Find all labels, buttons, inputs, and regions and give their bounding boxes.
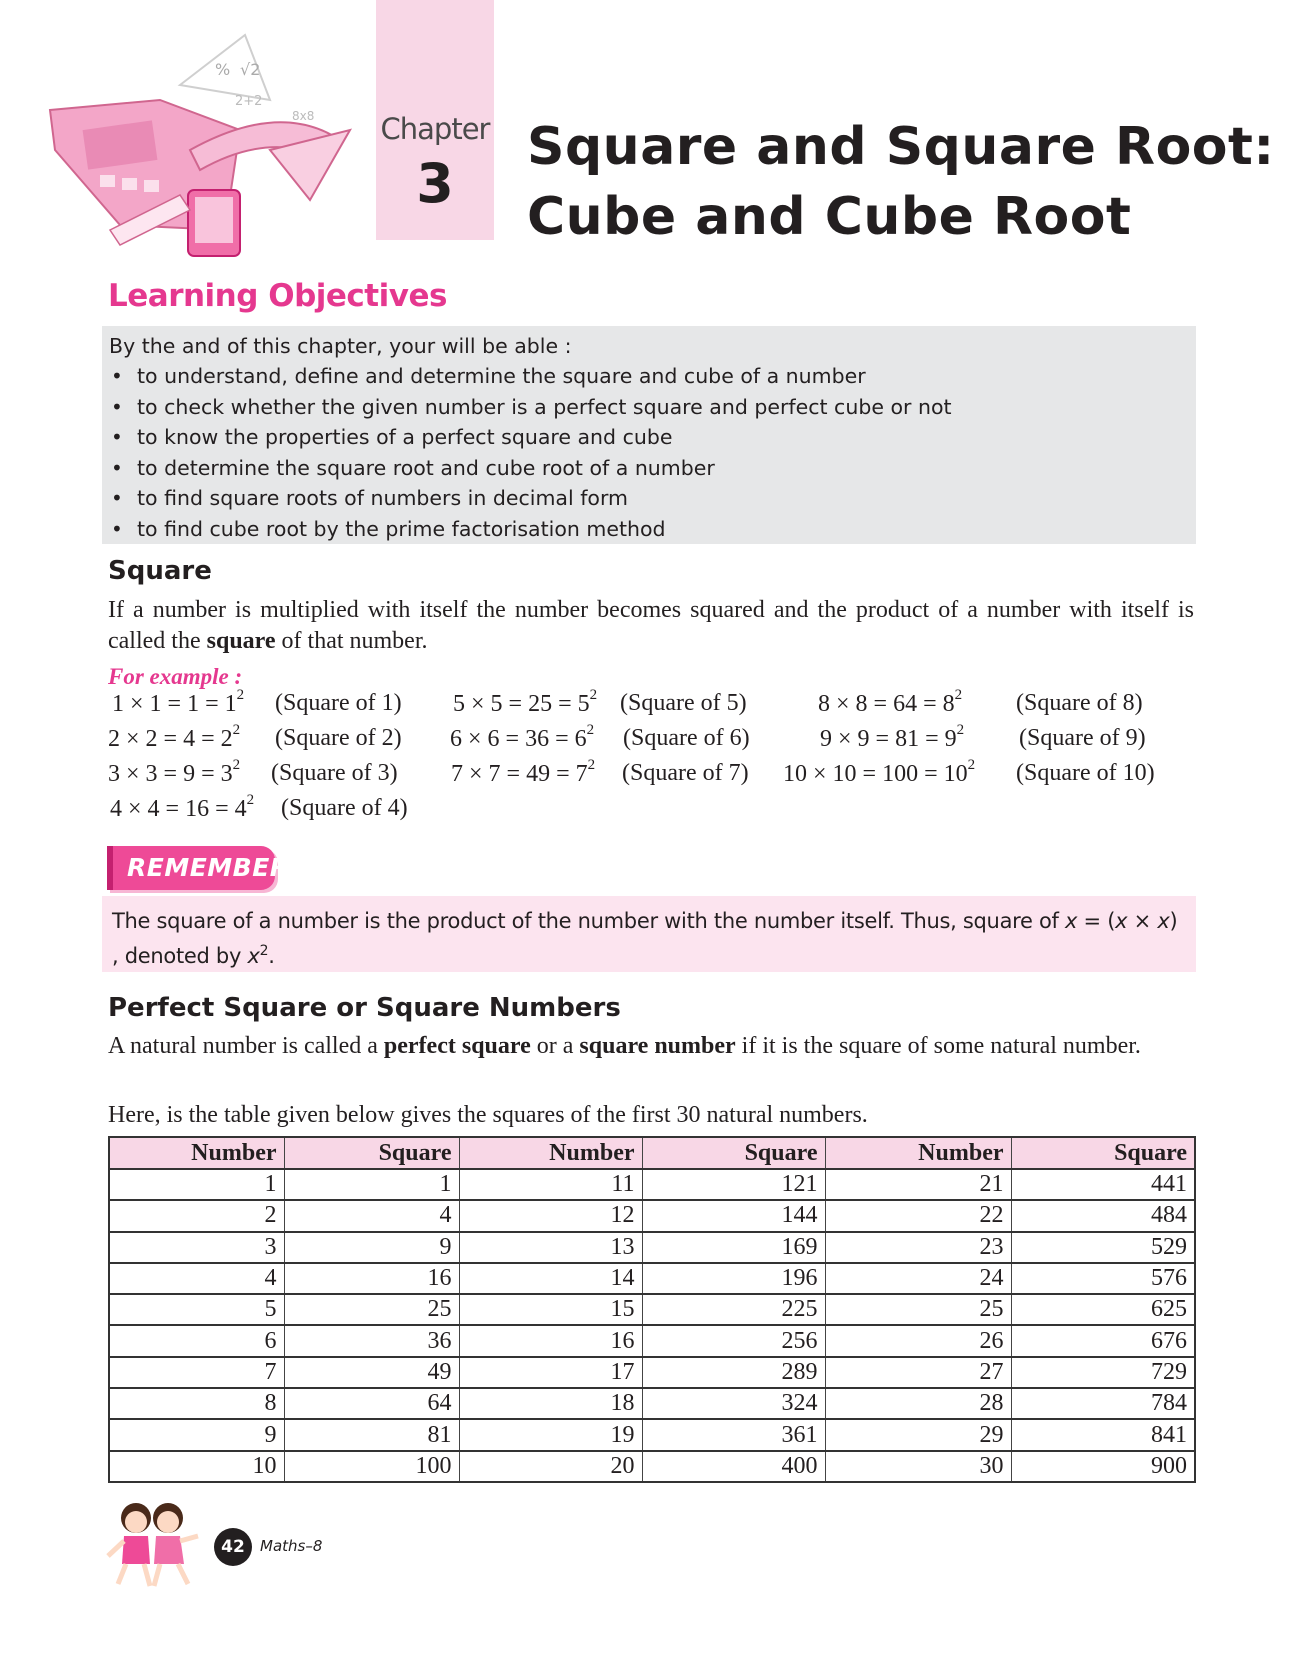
table-row xyxy=(109,1200,1195,1231)
square-cell: 9 xyxy=(284,1232,459,1263)
number-cell: 9 xyxy=(109,1419,284,1450)
table-row xyxy=(109,1419,1195,1450)
column-header: Number xyxy=(459,1137,642,1169)
number-cell: 21 xyxy=(825,1169,1011,1200)
objective-item: • to understand, define and determine the square and cube of a number xyxy=(109,361,1188,392)
number-cell: 23 xyxy=(825,1232,1011,1263)
table-row xyxy=(109,1294,1195,1325)
example-expression: $5 \times 5 = 25 = 5^2$ xyxy=(453,687,598,717)
number-cell: 11 xyxy=(459,1169,642,1200)
learning-objectives-heading: Learning Objectives xyxy=(108,278,447,314)
chapter-number: 3 xyxy=(416,152,454,215)
column-header: Square xyxy=(642,1137,825,1169)
chapter-title-line-2: Cube and Cube Root xyxy=(527,187,1132,247)
learning-objectives-list xyxy=(109,361,1188,544)
square-cell: 289 xyxy=(642,1357,825,1388)
phone-icon xyxy=(188,190,240,256)
square-cell: 225 xyxy=(642,1294,825,1325)
square-examples xyxy=(0,687,1296,835)
number-cell: 27 xyxy=(825,1357,1011,1388)
number-cell: 22 xyxy=(825,1200,1011,1231)
square-cell: 64 xyxy=(284,1388,459,1419)
table-row xyxy=(109,1451,1195,1482)
math-tools-illustration xyxy=(40,30,370,260)
squares-table xyxy=(108,1136,1196,1483)
example-label: (Square of 3) xyxy=(271,760,398,786)
objective-item: • to determine the square root and cube root of a number xyxy=(109,453,1188,484)
root-doodle: √2 xyxy=(240,60,261,79)
number-cell: 13 xyxy=(459,1232,642,1263)
square-definition: If a number is multiplied with itself the number becomes squared and the product of a number with itself is called the square of that number. xyxy=(108,597,1194,654)
example-expression: $2 \times 2 = 4 = 2^2$ xyxy=(108,722,241,752)
book-label: Maths–8 xyxy=(260,1537,323,1555)
column-header: Number xyxy=(109,1137,284,1169)
learning-objectives-intro: By the and of this chapter, your will be able : xyxy=(109,334,572,358)
table-row xyxy=(109,1263,1195,1294)
square-cell: 900 xyxy=(1011,1451,1195,1482)
square-cell: 49 xyxy=(284,1357,459,1388)
example-expression: $9 \times 9 = 81 = 9^2$ xyxy=(820,722,965,752)
square-heading: Square xyxy=(108,556,212,586)
square-cell: 169 xyxy=(642,1232,825,1263)
square-cell: 324 xyxy=(642,1388,825,1419)
objective-item: • to find square roots of numbers in decimal form xyxy=(109,483,1188,514)
number-cell: 28 xyxy=(825,1388,1011,1419)
square-cell: 441 xyxy=(1011,1169,1195,1200)
learning-objectives-box xyxy=(102,326,1196,544)
number-cell: 10 xyxy=(109,1451,284,1482)
square-cell: 841 xyxy=(1011,1419,1195,1450)
table-row xyxy=(109,1357,1195,1388)
page-number: 42 xyxy=(214,1528,252,1566)
square-cell: 1 xyxy=(284,1169,459,1200)
example-label: (Square of 5) xyxy=(620,690,747,716)
example-label: (Square of 1) xyxy=(275,690,402,716)
product-doodle: 8x8 xyxy=(292,109,315,123)
example-label: (Square of 6) xyxy=(623,725,750,751)
square-cell: 361 xyxy=(642,1419,825,1450)
chapter-title xyxy=(527,112,1275,252)
square-cell: 400 xyxy=(642,1451,825,1482)
chapter-title-line-1: Square and Square Root: xyxy=(527,117,1275,177)
table-row xyxy=(109,1388,1195,1419)
objective-item: • to check whether the given number is a perfect square and perfect cube or not xyxy=(109,392,1188,423)
square-cell: 36 xyxy=(284,1325,459,1356)
number-cell: 30 xyxy=(825,1451,1011,1482)
perfect-square-definition: A natural number is called a perfect square or a square number if it is the square of some natural number. xyxy=(108,1033,1141,1059)
example-expression: $7 \times 7 = 49 = 7^2$ xyxy=(451,757,596,787)
square-cell: 676 xyxy=(1011,1325,1195,1356)
chapter-label: Chapter xyxy=(380,112,490,146)
number-cell: 14 xyxy=(459,1263,642,1294)
square-cell: 256 xyxy=(642,1325,825,1356)
square-cell: 4 xyxy=(284,1200,459,1231)
number-cell: 5 xyxy=(109,1294,284,1325)
example-label: (Square of 2) xyxy=(275,725,402,751)
number-cell: 15 xyxy=(459,1294,642,1325)
square-cell: 576 xyxy=(1011,1263,1195,1294)
square-term: square xyxy=(206,628,276,654)
square-cell: 144 xyxy=(642,1200,825,1231)
square-cell: 121 xyxy=(642,1169,825,1200)
table-header-row xyxy=(109,1137,1195,1169)
example-expression: $3 \times 3 = 9 = 3^2$ xyxy=(108,757,241,787)
number-cell: 4 xyxy=(109,1263,284,1294)
chapter-badge xyxy=(376,0,494,240)
number-cell: 6 xyxy=(109,1325,284,1356)
number-cell: 18 xyxy=(459,1388,642,1419)
remember-badge xyxy=(107,846,290,890)
column-header: Square xyxy=(284,1137,459,1169)
number-cell: 1 xyxy=(109,1169,284,1200)
square-cell: 196 xyxy=(642,1263,825,1294)
square-cell: 729 xyxy=(1011,1357,1195,1388)
number-cell: 12 xyxy=(459,1200,642,1231)
table-row xyxy=(109,1325,1195,1356)
perfect-square-heading: Perfect Square or Square Numbers xyxy=(108,993,621,1023)
number-cell: 29 xyxy=(825,1419,1011,1450)
number-cell: 17 xyxy=(459,1357,642,1388)
square-cell: 784 xyxy=(1011,1388,1195,1419)
number-cell: 24 xyxy=(825,1263,1011,1294)
example-expression: $8 \times 8 = 64 = 8^2$ xyxy=(818,687,963,717)
example-expression: $1 \times 1 = 1 = 1^2$ xyxy=(112,687,245,717)
table-intro: Here, is the table given below gives the squares of the first 30 natural numbers. xyxy=(108,1102,868,1128)
column-header: Number xyxy=(825,1137,1011,1169)
objective-item: • to find cube root by the prime factorisation method xyxy=(109,514,1188,545)
number-cell: 7 xyxy=(109,1357,284,1388)
table-row xyxy=(109,1232,1195,1263)
example-label: (Square of 9) xyxy=(1019,725,1146,751)
number-cell: 16 xyxy=(459,1325,642,1356)
remember-label: REMEMBER xyxy=(127,853,290,882)
square-cell: 484 xyxy=(1011,1200,1195,1231)
sum-doodle: 2+2 xyxy=(235,94,263,109)
column-header: Square xyxy=(1011,1137,1195,1169)
example-label: (Square of 10) xyxy=(1016,760,1155,786)
square-cell: 16 xyxy=(284,1263,459,1294)
for-example-label: For example : xyxy=(108,664,243,689)
number-cell: 2 xyxy=(109,1200,284,1231)
example-expression: $4 \times 4 = 16 = 4^2$ xyxy=(110,792,255,822)
square-cell: 625 xyxy=(1011,1294,1195,1325)
number-cell: 19 xyxy=(459,1419,642,1450)
example-expression: $6 \times 6 = 36 = 6^2$ xyxy=(450,722,595,752)
number-cell: 20 xyxy=(459,1451,642,1482)
table-row xyxy=(109,1169,1195,1200)
example-label: (Square of 7) xyxy=(622,760,749,786)
square-cell: 100 xyxy=(284,1451,459,1482)
number-cell: 8 xyxy=(109,1388,284,1419)
number-cell: 26 xyxy=(825,1325,1011,1356)
square-cell: 25 xyxy=(284,1294,459,1325)
number-cell: 25 xyxy=(825,1294,1011,1325)
remember-box: The square of a number is the product of the number with the number itself. Thus, square of x = (x × x) , denoted by $x^2$. xyxy=(102,896,1196,972)
example-expression: $10 \times 10 = 100 = 10^2$ xyxy=(783,757,976,787)
example-label: (Square of 8) xyxy=(1016,690,1143,716)
square-cell: 529 xyxy=(1011,1232,1195,1263)
kids-mascot-illustration xyxy=(104,1496,202,1594)
number-cell: 3 xyxy=(109,1232,284,1263)
example-label: (Square of 4) xyxy=(281,795,408,821)
objective-item: • to know the properties of a perfect square and cube xyxy=(109,422,1188,453)
square-cell: 81 xyxy=(284,1419,459,1450)
percent-doodle: % xyxy=(215,60,231,79)
